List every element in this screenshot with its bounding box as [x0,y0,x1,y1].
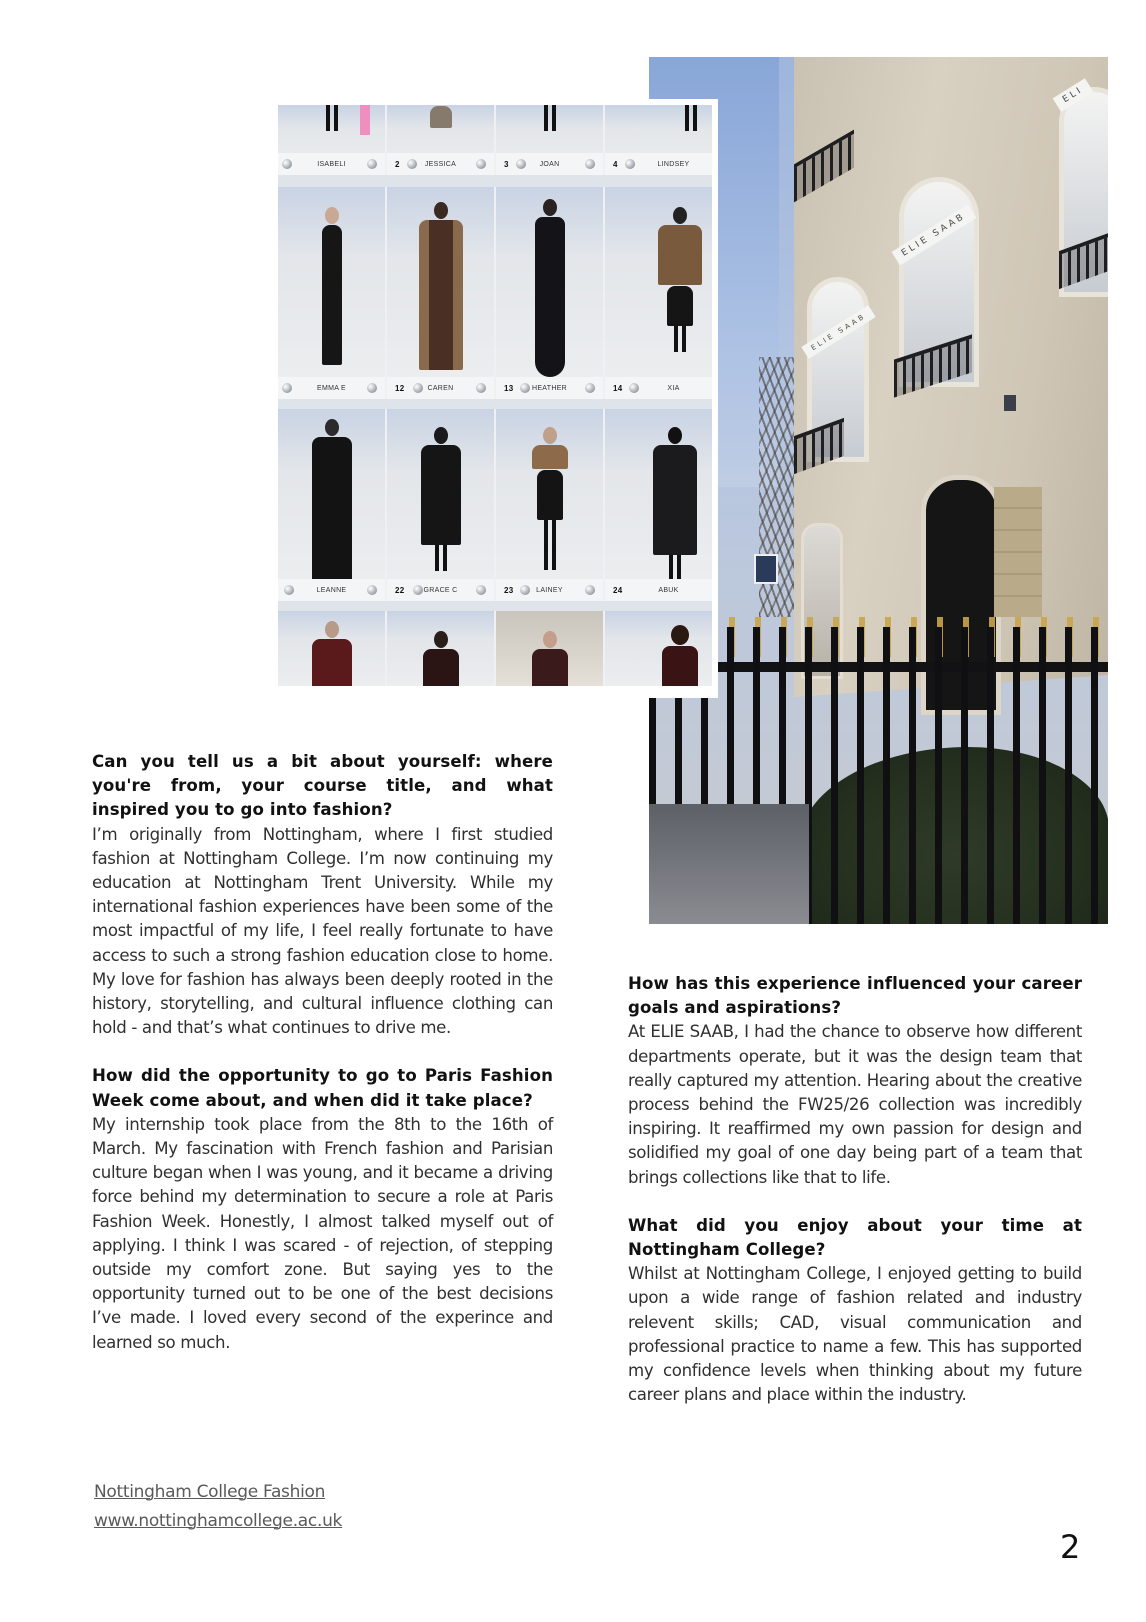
polaroid-card [278,611,387,686]
pavement [649,804,809,924]
model-label: 13 HEATHER [496,377,603,399]
board-labels-lower [278,579,712,601]
polaroid-card [496,611,605,686]
board-row-lower [278,409,712,589]
model-label: 3 JOAN [496,153,603,175]
model-label: 14 XIA [605,377,712,399]
polaroid-card [278,105,387,175]
polaroid-card [605,409,712,589]
interview-right-column [628,972,1082,1407]
answer-paragraph: At ELIE SAAB, I had the chance to observe how different departments operate, but it was the design team that really captured my attention. Hearing about the creative process behind the FW25/26 collection was incredibly inspiring. It reaffirmed my own passion for design and solidified my goal of one day being part of a team that brings collections like that to life. [628,1022,1082,1187]
model-label: 22 GRACE C [387,579,494,601]
answer-paragraph: My internship took place from the 8th to the 16th of March. My fascination with French fashion and Parisian culture began when I was young, and it became a driving force behind my determination to secure a role at Paris Fashion Week. Honestly, I almost talked myself out of applying. I think I was scared - of rejection, of stepping outside my comfort zone. But saying yes to the opportunity turned out to be one of the best decisions I’ve made. I loved every second of the experince and learned so much. [92,1114,553,1352]
polaroid-card [605,611,712,686]
window-sign-elie-saab: ELIE SAAB [801,305,876,359]
question-heading: How has this experience influenced your career goals and aspirations? [628,974,1082,1018]
model-label: 23 LAINEY [496,579,603,601]
org-name-link[interactable]: Nottingham College Fashion [94,1482,326,1502]
board-labels-middle [278,377,712,399]
question-heading: What did you enjoy about your time at Nottingham College? [628,1215,1082,1260]
polaroid-card [387,611,496,686]
model-board-photo [278,99,718,698]
polaroid-card [278,187,387,387]
section-spacer [628,1190,1082,1214]
model-label: 2 JESSICA [387,153,494,175]
brass-plaques [994,487,1042,617]
section-spacer [92,1040,553,1064]
sticky-note [360,105,370,135]
model-label: 24 ABUK [605,579,712,601]
polaroid-card [496,409,605,589]
question-heading: How did the opportunity to go to Paris Fashion Week come about, and when did it take place? [92,1066,553,1110]
polaroid-card [605,187,712,387]
answer-paragraph: I’m originally from Nottingham, where I first studied fashion at Nottingham College. I’m now continuing my education at Nottingham Trent University. While my international fashion experiences have been some of the most impactful of my life, I feel really fortunate to have access to such a strong fashion education close to home. My love for fashion has always been deeply rooted in the history, storytelling, and cultural influence clothing can hold - and that’s what continues to drive me. [92,824,553,1038]
model-label: 12 CAREN [387,377,494,399]
polaroid-card [605,105,712,175]
page-footer [94,1478,342,1536]
window-sign-elie-saab: ELIE SAAB [892,204,976,265]
model-label: EMMA E [278,377,385,399]
website-link[interactable]: www.nottinghamcollege.ac.uk [94,1511,343,1531]
polaroid-card [387,409,496,589]
interview-left-column [92,750,553,1355]
answer-paragraph: Whilst at Nottingham College, I enjoyed getting to build upon a wide range of fashion related and industry relevent skills; CAD, visual communication and professional practice to name a few. This has supported my confidence levels when thinking about my future career plans and place within the industry. [628,1264,1082,1405]
question-heading: Can you tell us a bit about yourself: where you're from, your course title, and what inspired you to go into fashion? [92,752,553,820]
board-row-top [278,105,712,175]
model-label: LEANNE [278,579,385,601]
model-label: ISABELI [278,153,385,175]
street-name-sign [754,554,778,584]
model-board [278,105,712,686]
polaroid-card [496,187,605,387]
board-row-bottom [278,611,712,686]
model-label: 4 LINDSEY [605,153,712,175]
polaroid-card [278,409,387,589]
window-sign-elie-saab: ELI [1053,78,1094,112]
polaroid-card [387,187,496,387]
board-row-middle [278,187,712,387]
polaroid-card [496,105,605,175]
page-number: 2 [1060,1528,1081,1566]
street-number-plate [1004,395,1016,411]
polaroid-card [387,105,496,175]
